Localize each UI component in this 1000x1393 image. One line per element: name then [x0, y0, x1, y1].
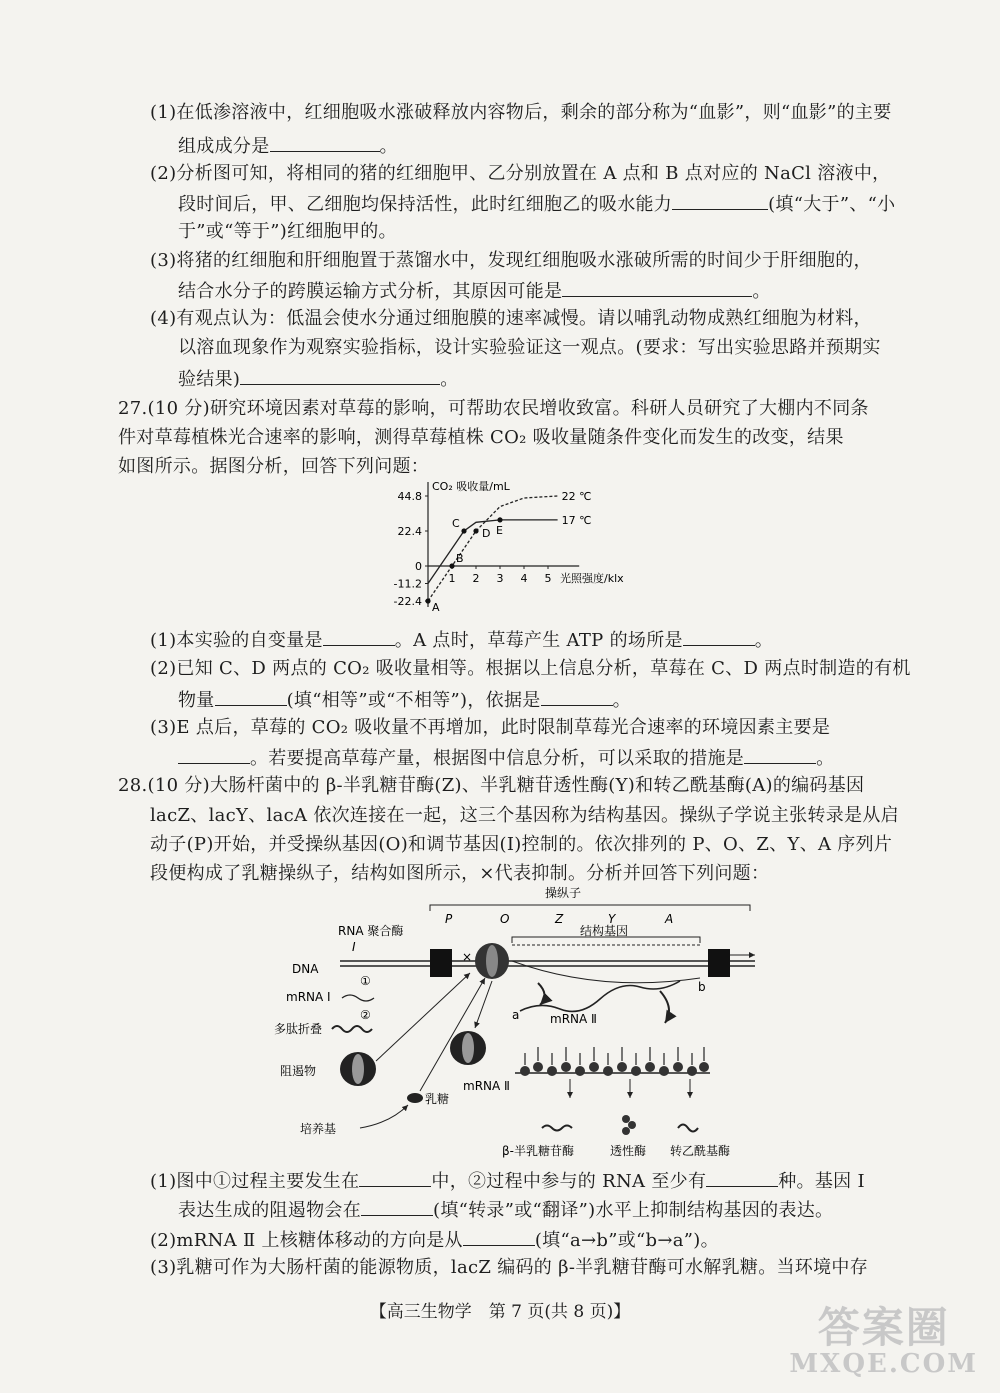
watermark-logo: 答案圈 MXQE.COM: [789, 1303, 978, 1379]
answer-blank[interactable]: [361, 1197, 433, 1216]
point-label-B: B: [456, 552, 464, 565]
inhibit-mark: ×: [462, 950, 473, 964]
q26-p3-line1: (3)将猪的红细胞和肝细胞置于蒸馏水中，发现红细胞吸水涨破所需的时间少于肝细胞的，: [150, 250, 872, 271]
q26-p4-line3: 验结果) 。: [178, 366, 459, 392]
q27-intro-line1: 27.(10 分)研究环境因素对草莓的影响，可帮助农民增收致富。科研人员研究了大棚内不同条: [118, 398, 869, 419]
series-label-1: 22 ℃: [561, 490, 592, 503]
q26-p1-line2: 组成成分是 。: [178, 133, 398, 159]
q28-intro-line3: 动子(P)开始，并受操纵基因(O)和调节基因(I)控制的。依次排列的 P、O、Z、Y、A 序列片: [150, 834, 893, 855]
q26-p2-line2: 段时间后，甲、乙细胞均保持活性，此时红细胞乙的吸水能力 (填“大于”、“小: [178, 191, 895, 217]
answer-blank[interactable]: [323, 627, 395, 646]
q27-s2-line2: 物量 (填“相等”或“不相等”)，依据是 。: [178, 687, 631, 713]
co2-absorption-chart: [370, 478, 690, 620]
enzyme-galactosidase-label: β-半乳糖苷酶: [502, 1144, 574, 1158]
q26-p4-line1: (4)有观点认为：低温会使水分通过细胞膜的速率减慢。请以哺乳动物成熟红细胞为材料，: [150, 308, 872, 329]
y-axis-label: CO₂ 吸收量/mL: [432, 480, 510, 493]
medium-label: 培养基: [300, 1122, 337, 1136]
mrna2-top-label: mRNA Ⅱ: [550, 1012, 597, 1026]
answer-blank[interactable]: [706, 1168, 778, 1187]
operator-label: O: [500, 912, 510, 926]
point-C: [461, 528, 466, 533]
end-a-label: a: [512, 1008, 520, 1022]
repressor-label: 阻遏物: [280, 1064, 317, 1078]
point-label-D: D: [482, 527, 491, 540]
point-label-A: A: [432, 601, 440, 614]
answer-blank[interactable]: [240, 366, 440, 385]
series-line-1: [428, 496, 558, 601]
x-axis-label: 光照强度/klx: [560, 572, 624, 585]
enzyme-permease-label: 透性酶: [610, 1144, 647, 1158]
terminator-box: [708, 949, 730, 977]
polypeptide-folding-label: 多肽折叠: [274, 1022, 323, 1036]
q26-p3-line2: 结合水分子的跨膜运输方式分析，其原因可能是 。: [178, 278, 771, 304]
answer-blank[interactable]: [270, 133, 380, 152]
q28-s1-line2: 表达生成的阻遏物会在 (填“转录”或“翻译”)水平上抑制结构基因的表达。: [178, 1197, 833, 1223]
q26-p2-line3: 于”或“等于”)红细胞甲的。: [178, 221, 397, 242]
q26-p2-line1: (2)分析图可知，将相同的猪的红细胞甲、乙分别放置在 A 点和 B 点对应的 NaCl 溶液中，: [150, 163, 891, 184]
end-b-label: b: [698, 980, 706, 994]
series-line-2: [428, 520, 558, 584]
gene-i-label: I: [352, 940, 356, 954]
dna-label: DNA: [292, 962, 319, 976]
y-tick-label: 22.4: [397, 525, 422, 538]
q26-p1-line1: (1)在低渗溶液中，红细胞吸水涨破释放内容物后，剩余的部分称为“血影”，则“血影”的主要: [150, 102, 892, 123]
answer-blank[interactable]: [215, 687, 287, 706]
laca-label: A: [665, 912, 674, 926]
answer-blank[interactable]: [562, 278, 752, 297]
point-label-C: C: [452, 517, 460, 530]
q28-s1-line1: (1)图中①过程主要发生在 中，②过程中参与的 RNA 至少有 种。基因 I: [150, 1168, 865, 1194]
answer-blank[interactable]: [463, 1227, 535, 1246]
answer-blank[interactable]: [744, 745, 816, 764]
answer-blank[interactable]: [359, 1168, 431, 1187]
answer-blank[interactable]: [672, 191, 768, 210]
x-tick-label: 3: [496, 572, 504, 585]
point-A: [425, 598, 430, 603]
point-label-E: E: [496, 523, 503, 537]
x-tick-label: 5: [544, 572, 552, 585]
mrna2-bottom-label: mRNA Ⅱ: [463, 1079, 510, 1093]
lacz-label: Z: [555, 912, 564, 926]
q26-p4-line2: 以溶血现象作为观察实验指标，设计实验验证这一观点。(要求：写出实验思路并预期实: [178, 337, 881, 358]
lacy-label: Y: [608, 912, 616, 926]
answer-blank[interactable]: [541, 687, 613, 706]
point-E: [497, 517, 502, 522]
operon-label: 操纵子: [545, 886, 582, 900]
q28-intro-line2: lacZ、lacY、lacA 依次连接在一起，这三个基因称为结构基因。操纵子学说主张转录是从启: [150, 805, 899, 826]
q27-s1-line: (1)本实验的自变量是 。A 点时，草莓产生 ATP 的场所是 。: [150, 627, 773, 653]
y-tick-label: 0: [415, 560, 422, 573]
structural-genes-label: 结构基因: [580, 924, 629, 938]
x-tick-label: 1: [448, 572, 456, 585]
step1-label: ①: [360, 974, 371, 988]
point-B: [449, 563, 454, 568]
lactose-label: 乳糖: [425, 1092, 450, 1106]
step2-label: ②: [360, 1008, 371, 1022]
mrna1-label: mRNA Ⅰ: [286, 990, 331, 1004]
q28-intro-line4: 段便构成了乳糖操纵子，结构如图所示，×代表抑制。分析并回答下列问题：: [150, 863, 770, 884]
lac-operon-diagram: [274, 883, 780, 1163]
x-tick-label: 4: [520, 572, 528, 585]
answer-blank[interactable]: [178, 745, 250, 764]
series-label-2: 17 ℃: [561, 513, 592, 527]
y-tick-label: -11.2: [393, 577, 422, 591]
promoter-box: [430, 949, 452, 977]
q27-intro-line2: 件对草莓植株光合速率的影响，测得草莓植株 CO₂ 吸收量随条件变化而发生的改变，结果: [118, 427, 844, 448]
q27-s3-line1: (3)E 点后，草莓的 CO₂ 吸收量不再增加，此时限制草莓光合速率的环境因素主要是: [150, 717, 831, 738]
enzyme-transacetylase-label: 转乙酰基酶: [670, 1144, 731, 1158]
x-tick-label: 2: [472, 572, 480, 585]
point-D: [473, 528, 478, 533]
rna-polymerase-label: RNA 聚合酶: [338, 924, 404, 938]
ribosome-chain: [520, 1062, 709, 1076]
q28-s3-line: (3)乳糖可作为大肠杆菌的能源物质，lacZ 编码的 β-半乳糖苷酶可水解乳糖。当环境中存: [150, 1257, 869, 1278]
q28-intro-line1: 28.(10 分)大肠杆菌中的 β-半乳糖苷酶(Z)、半乳糖苷透性酶(Y)和转乙酰基酶(A)的编码基因: [118, 775, 865, 796]
answer-blank[interactable]: [683, 627, 755, 646]
q27-intro-line3: 如图所示。据图分析，回答下列问题：: [118, 456, 430, 477]
promoter-label: P: [445, 912, 453, 926]
q27-s2-line1: (2)已知 C、D 两点的 CO₂ 吸收量相等。根据以上信息分析，草莓在 C、D 两点时制造的有机: [150, 658, 911, 679]
y-tick-label: -22.4: [393, 595, 422, 608]
q27-s3-line2: 。若要提高草莓产量，根据图中信息分析，可以采取的措施是 。: [178, 745, 834, 771]
lactose-molecule: [407, 1093, 423, 1103]
y-tick-label: 44.8: [397, 490, 422, 503]
page-footer: 【高三生物学 第 7 页(共 8 页)】: [369, 1302, 631, 1322]
q28-s2-line: (2)mRNA Ⅱ 上核糖体移动的方向是从 (填“a→b”或“b→a”)。: [150, 1227, 719, 1253]
